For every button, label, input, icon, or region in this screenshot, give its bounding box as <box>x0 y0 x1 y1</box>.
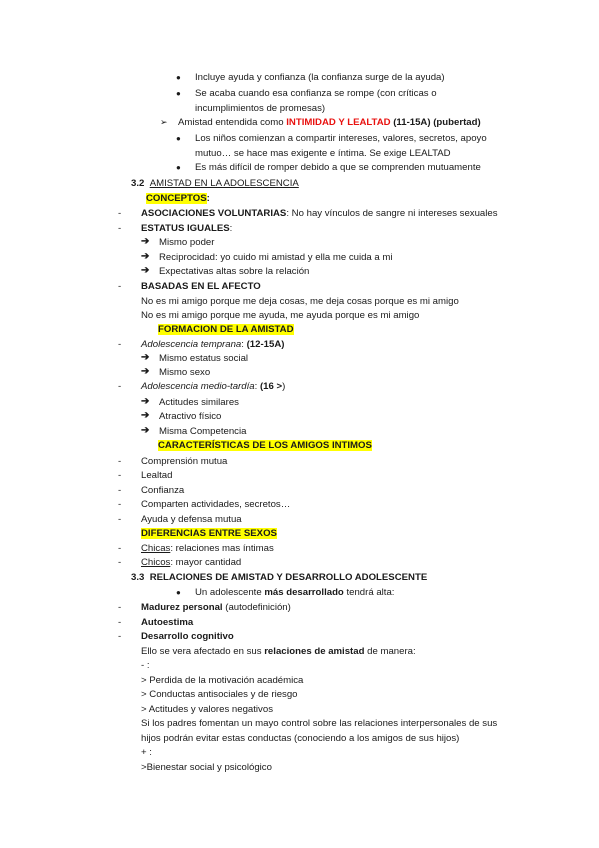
dash-marker: - <box>118 456 122 467</box>
list-item: Lealtad <box>141 470 173 481</box>
dash-marker: - <box>118 470 122 481</box>
highlighted-heading: CONCEPTOS <box>146 193 207 204</box>
bold-text: (16 > <box>259 381 283 392</box>
arrow-right-icon: ➔ <box>141 425 150 436</box>
colon: : <box>206 193 210 204</box>
arrow-right-icon: ➔ <box>141 352 150 363</box>
list-item: Actitudes similares <box>159 397 239 408</box>
dash-marker: - <box>118 339 122 350</box>
text-line: incumplimientos de promesas) <box>195 103 326 114</box>
text-span: tendrá alta: <box>343 587 395 598</box>
list-item: Mismo sexo <box>159 367 211 378</box>
colon: : <box>229 223 233 234</box>
bold-text: ESTATUS IGUALES <box>141 223 230 234</box>
arrow-right-icon: ➔ <box>141 410 150 421</box>
list-item: > Conductas antisociales y de riesgo <box>141 689 298 700</box>
arrow-right-icon: ➔ <box>141 236 150 247</box>
section-heading <box>131 572 427 584</box>
italic-text: Adolescencia temprana <box>141 339 242 350</box>
section-heading <box>131 178 299 190</box>
bold-text: Desarrollo cognitivo <box>141 631 234 642</box>
text-span: (autodefinición) <box>222 602 291 613</box>
bold-text: BASADAS EN EL AFECTO <box>141 281 261 292</box>
text-line <box>141 339 284 351</box>
section-title: AMISTAD EN LA ADOLESCENCIA <box>149 178 299 189</box>
text-span: ) <box>282 381 286 392</box>
dash-marker: - <box>118 602 122 613</box>
text-line <box>141 557 241 569</box>
arrow-right-icon: ➔ <box>141 265 150 276</box>
list-item: Expectativas altas sobre la relación <box>159 266 310 277</box>
highlighted-heading: DIFERENCIAS ENTRE SEXOS <box>141 528 277 539</box>
list-item: > Perdida de la motivación académica <box>141 675 304 686</box>
list-item: Comparten actividades, secretos… <box>141 499 291 510</box>
subheading <box>158 324 294 336</box>
dash-marker: - <box>118 617 122 628</box>
dash-marker: - <box>118 557 122 568</box>
bullet-icon: ● <box>176 89 181 98</box>
text-span: Un adolescente <box>195 587 265 598</box>
list-item: Reciprocidad: yo cuido mi amistad y ella me cuida a mi <box>159 252 393 263</box>
text-line <box>178 117 481 129</box>
highlighted-heading: CARACTERÍSTICAS DE LOS AMIGOS INTIMOS <box>158 440 372 451</box>
highlighted-heading: FORMACION DE LA AMISTAD <box>158 324 294 335</box>
text-span: Amistad entendida como <box>178 117 287 128</box>
text-line: mutuo… se hace mas exigente e íntima. Se exige LEALTAD <box>195 148 451 159</box>
text-line <box>141 281 261 293</box>
text-span: de manera: <box>364 646 416 657</box>
list-item: Ayuda y defensa mutua <box>141 514 242 525</box>
text-span: : <box>241 339 247 350</box>
text-span: : No hay vínculos de sangre ni intereses sexuales <box>286 208 498 219</box>
dash-marker: - <box>118 514 122 525</box>
arrow-right-icon: ➔ <box>141 251 150 262</box>
bold-text: (12-15A) <box>246 339 285 350</box>
dash-marker: - <box>118 208 122 219</box>
text-line <box>141 617 193 629</box>
text-line <box>141 208 498 220</box>
subheading <box>141 528 277 540</box>
underlined-text: Chicos <box>141 557 171 568</box>
section-title: RELACIONES DE AMISTAD Y DESARROLLO ADOLESCENTE <box>149 572 428 583</box>
subheading <box>158 440 372 452</box>
italic-text: Adolescencia medio-tardía <box>141 381 255 392</box>
text-line <box>141 543 274 555</box>
text-line <box>141 381 285 393</box>
text-line <box>141 646 416 658</box>
section-number: 3.3 <box>131 572 145 583</box>
text-line: + : <box>141 747 152 758</box>
list-item: Atractivo físico <box>159 411 222 422</box>
text-line: Se acaba cuando esa confianza se rompe (con críticas o <box>195 88 437 99</box>
text-line: Es más difícil de romper debido a que se comprenden mutuamente <box>195 162 481 173</box>
bullet-icon: ● <box>176 134 181 143</box>
highlight-red-text: INTIMIDAD Y LEALTAD <box>286 117 391 128</box>
text-span: : relaciones mas íntimas <box>170 543 274 554</box>
bold-text: ASOCIACIONES VOLUNTARIAS <box>141 208 287 219</box>
text-line <box>141 602 291 614</box>
text-line: >Bienestar social y psicológico <box>141 762 272 773</box>
list-item: Mismo estatus social <box>159 353 249 364</box>
bullet-icon: ● <box>176 73 181 82</box>
text-span: : mayor cantidad <box>170 557 242 568</box>
section-number: 3.2 <box>131 178 145 189</box>
arrow-right-icon: ➔ <box>141 366 150 377</box>
list-item: Comprensión mutua <box>141 456 228 467</box>
text-line <box>141 223 232 235</box>
bold-text: más desarrollado <box>264 587 344 598</box>
list-item: > Actitudes y valores negativos <box>141 704 273 715</box>
bold-text: Madurez personal <box>141 602 223 613</box>
underlined-text: Chicas <box>141 543 171 554</box>
text-line <box>141 631 234 643</box>
list-item: Misma Competencia <box>159 426 247 437</box>
bold-text: Autoestima <box>141 617 194 628</box>
dash-marker: - <box>118 499 122 510</box>
subheading <box>146 193 210 205</box>
dash-marker: - <box>118 485 122 496</box>
bold-text: relaciones de amistad <box>264 646 365 657</box>
arrow-right-icon: ➔ <box>141 396 150 407</box>
text-span: Ello se vera afectado en sus <box>141 646 265 657</box>
text-span: : <box>254 381 260 392</box>
bullet-icon: ● <box>176 163 181 172</box>
dash-marker: - <box>118 281 122 292</box>
dash-marker: - <box>118 543 122 554</box>
text-line: No es mi amigo porque me ayuda, me ayuda porque es mi amigo <box>141 310 420 321</box>
text-line: No es mi amigo porque me deja cosas, me deja cosas porque es mi amigo <box>141 296 459 307</box>
bullet-icon: ● <box>176 588 181 597</box>
bold-text: (11-15A) (pubertad) <box>390 117 481 128</box>
list-item: Mismo poder <box>159 237 215 248</box>
dash-marker: - <box>118 631 122 642</box>
text-line: - : <box>141 660 150 671</box>
text-line: Si los padres fomentan un mayo control sobre las relaciones interpersonales de sus <box>141 718 498 729</box>
dash-marker: - <box>118 223 122 234</box>
dash-marker: - <box>118 381 122 392</box>
text-line <box>195 587 394 599</box>
list-item: Confianza <box>141 485 185 496</box>
text-line: Incluye ayuda y confianza (la confianza surge de la ayuda) <box>195 72 445 83</box>
text-line: Los niños comienzan a compartir intereses, valores, secretos, apoyo <box>195 133 487 144</box>
arrowhead-icon: ➢ <box>160 117 168 127</box>
text-line: hijos podrán evitar estas conductas (conociendo a los amigos de sus hijos) <box>141 733 460 744</box>
